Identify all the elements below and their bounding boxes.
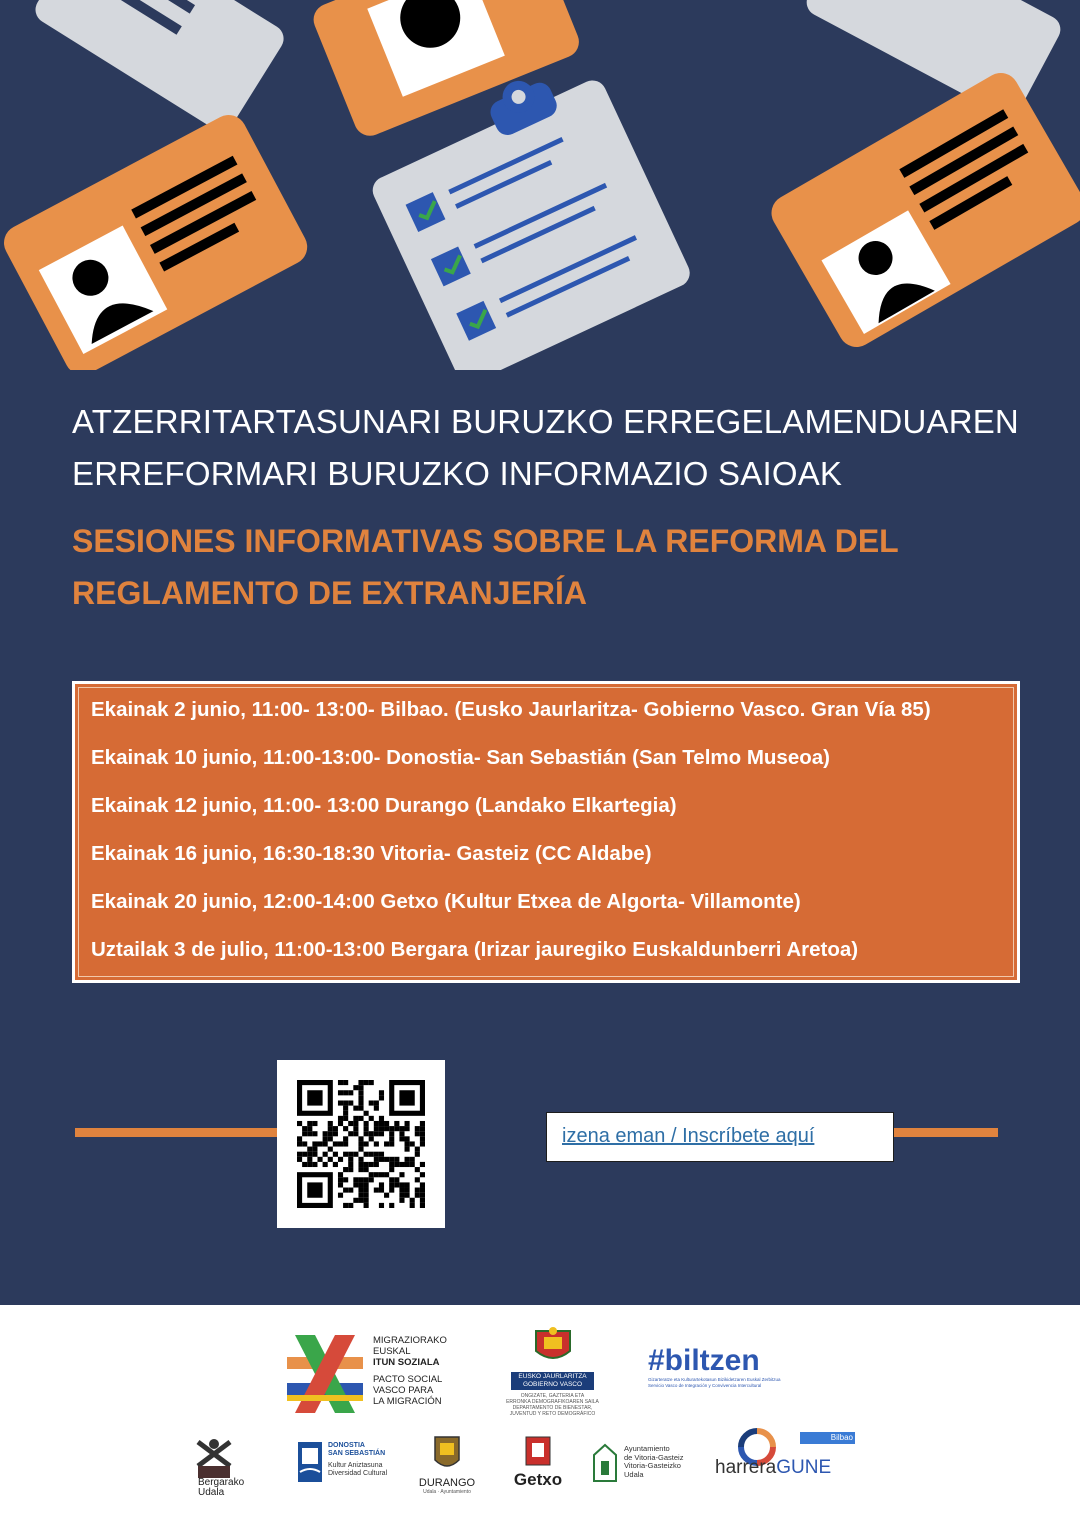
session-item: Uztailak 3 de julio, 11:00-13:00 Bergara (Irizar jauregiko Euskaldunberri Aretoa) [91, 938, 859, 961]
id-card-left [0, 109, 314, 370]
durango-logo [412, 1436, 482, 1496]
durango-name: DURANGO [418, 1477, 476, 1489]
donostia-line3: Kultur Aniztasuna [328, 1462, 383, 1469]
migrazio-x-icon [285, 1335, 365, 1413]
migrazio-line4: PACTO SOCIAL [373, 1374, 443, 1385]
qr-code[interactable] [277, 1060, 445, 1228]
migrazio-line5: VASCO PARA [373, 1385, 434, 1396]
bergara-emblem-icon [190, 1436, 238, 1478]
bergara-line2: Udala [198, 1487, 225, 1498]
eusko-jaurlaritza-logo [505, 1327, 600, 1422]
document-card-top-left [30, 0, 289, 136]
harreragune-logo [715, 1427, 860, 1497]
title-spanish-line1: SESIONES INFORMATIVAS SOBRE LA REFORMA DEL [72, 523, 899, 559]
jaurlaritza-dept1: ONGIZATE, GAZTERIA ETA [520, 1393, 585, 1399]
vitoria-line1: Ayuntamiento [624, 1444, 670, 1453]
session-item: Ekainak 12 junio, 11:00- 13:00 Durango (Landako Elkartegia) [91, 794, 677, 817]
biltzen-sub1: Gizarteratze eta Kulturartekotasun Bizikidetzaren Euskal Zerbitzua [648, 1377, 781, 1382]
biltzen-logo [648, 1345, 788, 1395]
migrazio-line6: LA MIGRACIÓN [373, 1396, 442, 1407]
footer-logos [0, 1305, 1080, 1514]
donostia-line4: Diversidad Cultural [328, 1470, 388, 1477]
sessions-inner-border [78, 687, 1014, 977]
migrazio-line1: MIGRAZIORAKO [373, 1335, 447, 1346]
title-basque [72, 396, 1032, 500]
title-spanish-line2: REGLAMENTO DE EXTRANJERÍA [72, 575, 588, 611]
jaurlaritza-name1: EUSKO JAURLARITZA [518, 1373, 587, 1380]
register-link[interactable]: izena eman / Inscríbete aquí [562, 1125, 815, 1147]
migrazio-line3: ITUN SOZIALA [373, 1357, 440, 1368]
donostia-shield-icon [298, 1442, 322, 1482]
harreragune-name2: GUNE [776, 1457, 832, 1478]
title-basque-line2: ERREFORMARI BURUZKO INFORMAZIO SAIOAK [72, 455, 843, 492]
donostia-logo [298, 1442, 398, 1492]
vitoria-logo [592, 1443, 692, 1493]
donostia-line2: SAN SEBASTIÁN [328, 1450, 386, 1457]
sessions-box [72, 681, 1020, 983]
divider-line-right [894, 1128, 998, 1137]
session-item: Ekainak 10 junio, 11:00-13:00- Donostia- San Sebastián (San Telmo Museoa) [91, 746, 830, 769]
divider-line-left [75, 1128, 278, 1137]
getxo-name: Getxo [513, 1470, 563, 1489]
title-spanish [72, 515, 1032, 619]
migrazio-line2: EUSKAL [373, 1346, 411, 1357]
harreragune-tag: Bilbao [800, 1432, 855, 1444]
biltzen-sub2: Servicio Vasco de Integración y Convivencia Intercultural [648, 1383, 762, 1388]
coat-of-arms-icon [530, 1327, 576, 1367]
durango-sub: Udala · Ayuntamiento [423, 1489, 471, 1495]
migrazio-pact-logo [285, 1335, 465, 1415]
title-basque-line1: ATZERRITARTASUNARI BURUZKO ERREGELAMENDUAREN [72, 403, 1019, 440]
getxo-shield-icon [525, 1436, 551, 1466]
session-item: Ekainak 16 junio, 16:30-18:30 Vitoria- Gasteiz (CC Aldabe) [91, 842, 652, 865]
getxo-logo [508, 1436, 568, 1496]
vitoria-line3: Vitoria-Gasteizko [624, 1461, 681, 1470]
bergara-logo [190, 1436, 280, 1496]
bergara-line1: Bergarako [198, 1477, 245, 1488]
durango-shield-icon [434, 1436, 460, 1472]
header-illustration [0, 0, 1080, 370]
register-box [546, 1112, 894, 1162]
jaurlaritza-name2: GOBIERNO VASCO [522, 1381, 583, 1388]
biltzen-name: #biltzen [648, 1344, 760, 1377]
jaurlaritza-dept3: DEPARTAMENTO DE BIENESTAR, [512, 1405, 593, 1411]
vitoria-emblem-icon [592, 1443, 618, 1483]
id-card-right [765, 66, 1080, 353]
session-item: Ekainak 20 junio, 12:00-14:00 Getxo (Kultur Etxea de Algorta- Villamonte) [91, 890, 801, 913]
harreragune-name1: harrera [715, 1457, 777, 1478]
jaurlaritza-dept2: ERRONKA DEMOGRAFIKOAREN SAILA [506, 1399, 599, 1405]
jaurlaritza-dept4: JUVENTUD Y RETO DEMOGRÁFICO [509, 1411, 596, 1417]
donostia-line1: DONOSTIA [328, 1442, 365, 1449]
qr-code-image [297, 1080, 425, 1208]
vitoria-line4: Udala [624, 1469, 644, 1479]
session-item: Ekainak 2 junio, 11:00- 13:00- Bilbao. (Eusko Jaurlaritza- Gobierno Vasco. Gran Vía 85) [91, 698, 931, 721]
vitoria-line2: de Vitoria-Gasteiz [624, 1452, 684, 1462]
